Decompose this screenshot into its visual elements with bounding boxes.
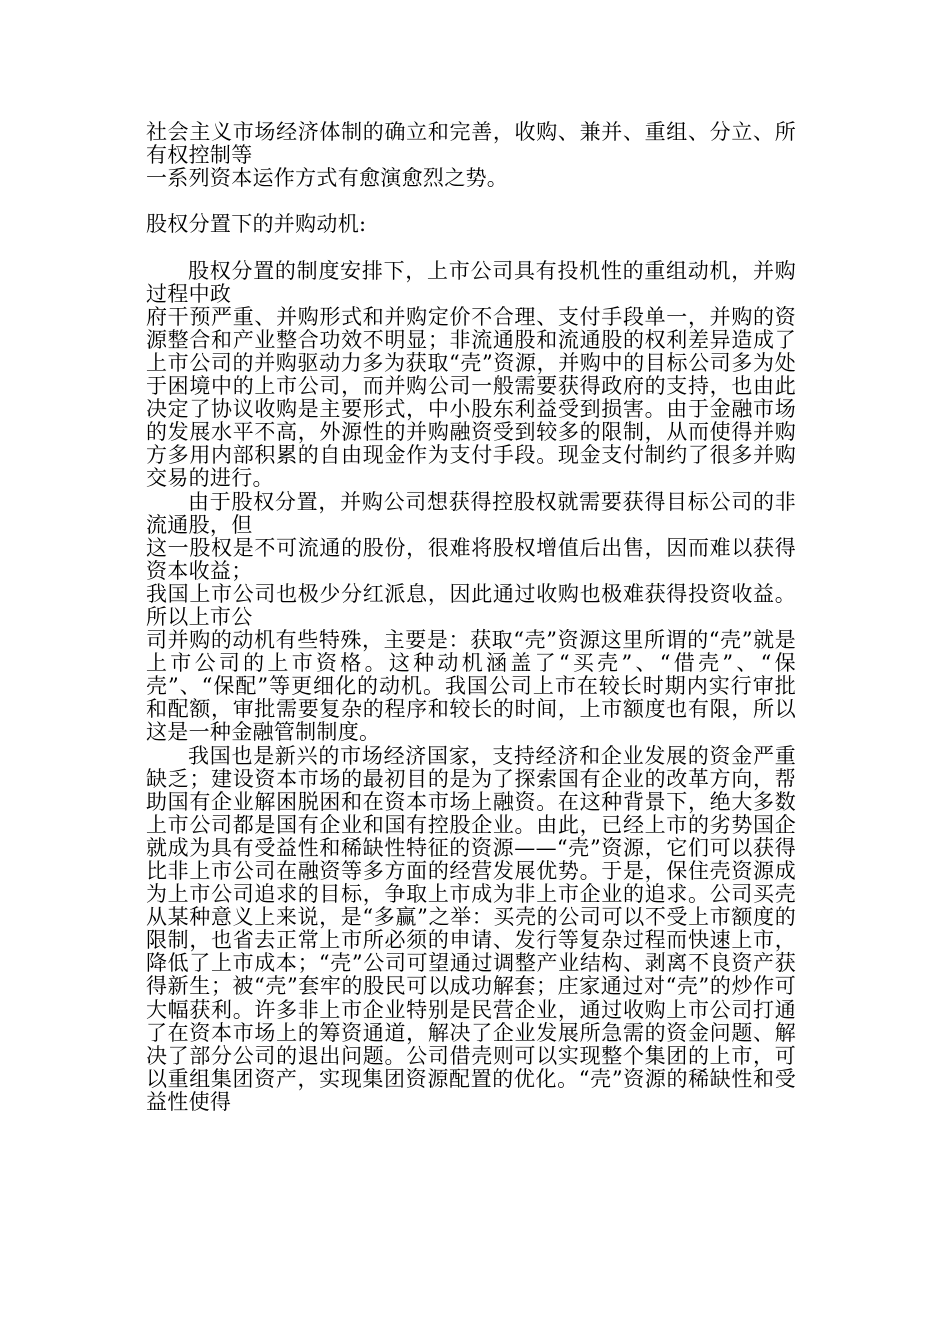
section-heading: 股权分置下的并购动机: xyxy=(146,212,367,237)
paragraph-intro-2: 一系列资本运作方式有愈演愈烈之势。 xyxy=(146,166,509,191)
paragraph-equity-3: 我国上市公司也极少分红派息，因此通过收购也极难获得投资收益。所以上市公 xyxy=(146,581,796,629)
paragraph-shell-motive: 司并购的动机有些特殊，主要是：获取“壳”资源这里所谓的“壳”就是上市公司的上市资格。这种动机涵盖了“买壳”、“借壳”、“保壳”、“保配”等更细化的动机。我国公司上市在较长时期内实行审批和配额，审批需要复杂的程序和较长的时间，上市额度也有限，所以这是一种金融管制制度。 xyxy=(146,628,796,745)
paragraph-equity-2: 这一股权是不可流通的股份，很难将股权增值后出售，因而难以获得资本收益； xyxy=(146,535,796,583)
blank-line xyxy=(146,236,796,259)
paragraph-motive-2: 府干预严重、并购形式和并购定价不合理、支付手段单一，并购的资源整合和产业整合功效不明显；非流通股和流通股的权利差异造成了上市公司的并购驱动力多为获取“壳”资源，并购中的目标公司多为处于困境中的上市公司，而并购公司一般需要获得政府的支持，也由此决定了协议收购是主要形式，中小股东利益受到损害。由于金融市场的发展水平不高，外源性的并购融资受到较多的限制，从而使得并购方多用内部积累的自由现金作为支付手段。现金支付制约了很多并购交易的进行。 xyxy=(146,304,796,491)
paragraph-emerging-market: 我国也是新兴的市场经济国家，支持经济和企业发展的资金严重缺乏；建设资本市场的最初目的是为了探索国有企业的改革方向，帮助国有企业解困脱困和在资本市场上融资。在这种背景下，绝大多数上市公司都是国有企业和国有控股企业。由此，已经上市的劣势国企就成为具有受益性和稀缺性特征的资源——“壳”资源，它们可以获得比非上市公司在融资等多方面的经营发展优势。于是，保住壳资源成为上市公司追求的目标，争取上市成为非上市企业的追求。公司买壳从某种意义上来说，是“多赢”之举：买壳的公司可以不受上市额度的限制，也省去正常上市所必须的申请、发行等复杂过程而快速上市，降低了上市成本；“壳”公司可望通过调整产业结构、剥离不良资产获得新生；被“壳”套牢的股民可以成功解套；庄家通过对“壳”的炒作可大幅获利。许多非上市企业特别是民营企业，通过收购上市公司打通了在资本市场上的筹资通道，解决了企业发展所急需的资金问题、解决了部分公司的退出问题。公司借壳则可以实现整个集团的上市，可以重组集团资产，实现集团资源配置的优化。“壳”资源的稀缺性和受益性使得 xyxy=(146,743,796,1114)
document-body xyxy=(146,121,796,1114)
paragraph-intro-1: 社会主义市场经济体制的确立和完善，收购、兼并、重组、分立、所有权控制等 xyxy=(146,120,796,168)
paragraph-motive-1: 股权分置的制度安排下，上市公司具有投机性的重组动机，并购过程中政 xyxy=(146,258,796,306)
paragraph-equity-1: 由于股权分置，并购公司想获得控股权就需要获得目标公司的非流通股，但 xyxy=(146,489,796,537)
blank-line xyxy=(146,190,796,213)
